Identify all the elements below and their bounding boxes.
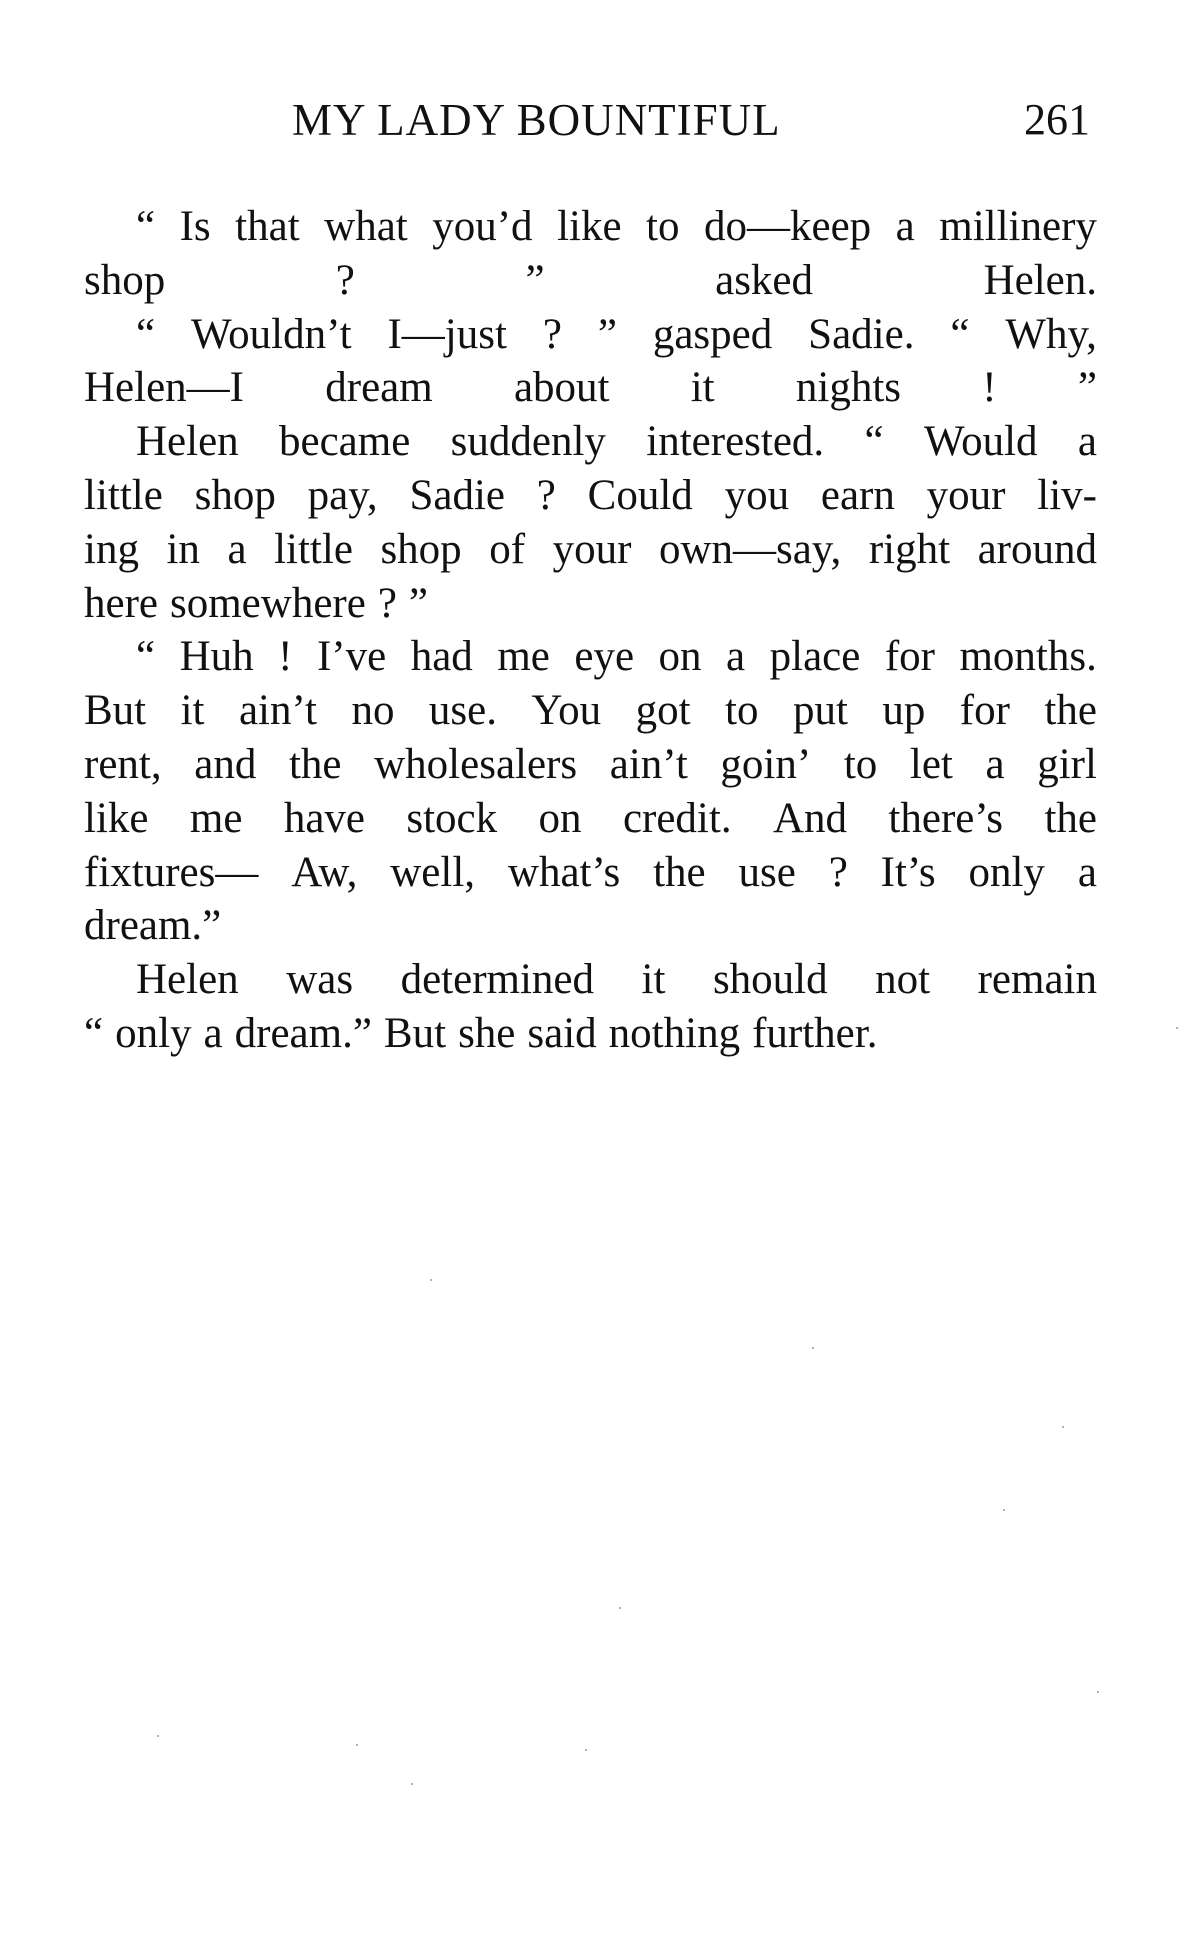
word: right	[868, 525, 951, 573]
word: ”	[525, 256, 545, 304]
word: “	[84, 1009, 104, 1057]
word: shop	[194, 471, 276, 519]
word: it	[690, 364, 715, 412]
word: I—just	[387, 310, 507, 358]
word: what	[324, 203, 408, 250]
word: have	[283, 794, 365, 842]
word: suddenly	[450, 418, 606, 466]
word: own—say,	[658, 525, 842, 573]
word: use.	[428, 687, 497, 735]
word: nights	[795, 364, 902, 412]
word: rent,	[84, 740, 162, 788]
word: it	[180, 687, 205, 735]
scan-speck	[1176, 1027, 1178, 1029]
word: no	[351, 687, 395, 735]
word: dream.”	[84, 902, 222, 950]
word: here	[84, 579, 158, 627]
word: ?	[542, 310, 562, 358]
word: on	[658, 633, 702, 681]
word: Could	[587, 471, 693, 519]
word: Why,	[1005, 310, 1097, 358]
text-line	[84, 1007, 1097, 1061]
word: little	[84, 471, 163, 519]
text-line	[84, 684, 1097, 738]
word: for	[959, 687, 1010, 735]
text-line	[84, 523, 1097, 577]
word: a	[227, 525, 247, 573]
text-line	[84, 953, 1097, 1007]
word: !	[982, 364, 997, 412]
text-line	[84, 361, 1097, 415]
word: shop	[84, 256, 166, 304]
word: asked	[715, 256, 814, 304]
word: !	[278, 633, 293, 681]
word: ain’t	[238, 687, 317, 735]
page-number: 261	[1024, 95, 1090, 144]
word: Helen.	[983, 256, 1097, 304]
word: should	[712, 956, 828, 1004]
text-line	[84, 254, 1097, 308]
word: credit.	[622, 794, 732, 842]
word: what’s	[507, 848, 621, 896]
word: You	[531, 687, 602, 735]
word: ”	[408, 579, 428, 627]
word: a	[1077, 848, 1097, 896]
word: wholesalers	[374, 740, 578, 788]
word: not	[875, 956, 931, 1004]
word: the	[653, 848, 706, 896]
word: But	[383, 1009, 447, 1057]
scan-speck	[619, 1607, 621, 1609]
scan-speck	[585, 1749, 587, 1751]
word: Would	[923, 418, 1038, 466]
word: your	[926, 471, 1006, 519]
word: liv-	[1037, 471, 1097, 519]
word: months.	[959, 633, 1097, 681]
word: use	[738, 848, 796, 896]
word: a	[203, 1009, 223, 1057]
word: shop	[380, 525, 462, 573]
word: determined	[400, 956, 594, 1004]
word: It’s	[880, 848, 936, 896]
word: Helen—I	[84, 364, 244, 412]
text-line	[84, 308, 1097, 362]
word: dream.”	[234, 1009, 372, 1057]
word: earn	[820, 471, 895, 519]
word: interested.	[646, 418, 825, 466]
word: I’ve	[316, 633, 387, 681]
word: let	[909, 740, 953, 788]
word: got	[635, 687, 691, 735]
text-line	[84, 577, 1097, 631]
text-line	[84, 899, 1097, 953]
body-text	[84, 200, 1097, 1061]
word: ?	[335, 256, 355, 304]
word: pay,	[307, 471, 378, 519]
word: was	[286, 956, 354, 1004]
word: around	[977, 525, 1097, 573]
scan-speck	[1097, 1691, 1099, 1693]
word: And	[772, 794, 848, 842]
word: goin’	[720, 740, 812, 788]
word: me	[189, 794, 243, 842]
word: Aw,	[291, 848, 358, 896]
word: that	[235, 203, 300, 250]
scan-speck	[411, 1783, 413, 1785]
word: she	[458, 1009, 516, 1057]
word: about	[513, 364, 610, 412]
word: said	[527, 1009, 597, 1057]
word: do—keep	[704, 203, 872, 250]
word: place	[769, 633, 861, 681]
running-title: MY LADY BOUNTIFUL	[292, 95, 781, 145]
word: Huh	[179, 633, 254, 681]
word: there’s	[888, 794, 1004, 842]
word: the	[288, 740, 342, 788]
word: me	[497, 633, 550, 681]
word: put	[792, 687, 848, 735]
word: “	[136, 203, 156, 250]
word: millinery	[939, 203, 1097, 250]
running-head	[0, 94, 1202, 154]
text-line	[84, 200, 1097, 254]
word: Helen	[136, 418, 239, 466]
word: nothing	[608, 1009, 741, 1057]
text-line	[84, 738, 1097, 792]
word: up	[882, 687, 926, 735]
word: gasped	[652, 310, 773, 358]
word: ain’t	[609, 740, 688, 788]
word: eye	[574, 633, 635, 681]
word: Sadie	[409, 471, 505, 519]
word: “	[136, 310, 156, 358]
word: a	[1077, 418, 1097, 466]
word: a	[895, 203, 915, 250]
word: But	[84, 687, 147, 735]
word: stock	[406, 794, 498, 842]
word: and	[194, 740, 257, 788]
word: the	[1044, 687, 1097, 735]
word: ing	[84, 525, 139, 573]
text-line	[84, 630, 1097, 684]
text-line	[84, 792, 1097, 846]
scan-speck	[812, 1347, 814, 1349]
word: you’d	[432, 203, 533, 250]
word: like	[557, 203, 622, 250]
word: somewhere	[170, 579, 366, 627]
text-line	[84, 846, 1097, 900]
text-line	[84, 469, 1097, 523]
word: to	[725, 687, 759, 735]
scan-speck	[430, 1279, 432, 1281]
word: it	[641, 956, 666, 1004]
word: like	[84, 794, 149, 842]
word: little	[274, 525, 353, 573]
word: became	[279, 418, 411, 466]
text-line	[84, 415, 1097, 469]
word: ?	[828, 848, 848, 896]
word: ?	[377, 579, 397, 627]
word: ”	[597, 310, 617, 358]
word: to	[843, 740, 878, 788]
word: to	[646, 203, 680, 250]
scan-speck	[157, 1735, 159, 1737]
scan-speck	[1062, 1426, 1064, 1428]
scan-speck	[356, 1744, 358, 1746]
word: a	[985, 740, 1005, 788]
word: remain	[977, 956, 1097, 1004]
word: fixtures—	[84, 848, 259, 896]
word: you	[724, 471, 790, 519]
word: “	[864, 418, 884, 466]
word: in	[166, 525, 200, 573]
word: Wouldn’t	[191, 310, 352, 358]
word: girl	[1037, 740, 1097, 788]
word: Helen	[136, 956, 239, 1004]
word: dream	[325, 364, 433, 412]
word: only	[968, 848, 1045, 896]
word: ”	[1077, 364, 1097, 412]
scan-speck	[1003, 1509, 1005, 1511]
word: on	[538, 794, 582, 842]
word: “	[136, 633, 156, 681]
word: Is	[179, 203, 211, 250]
word: further.	[752, 1009, 878, 1057]
word: Sadie.	[808, 310, 915, 358]
word: a	[726, 633, 746, 681]
word: only	[115, 1009, 192, 1057]
word: well,	[390, 848, 476, 896]
word: your	[552, 525, 632, 573]
word: for	[884, 633, 935, 681]
word: had	[410, 633, 473, 681]
word: the	[1044, 794, 1097, 842]
word: ?	[536, 471, 556, 519]
word: of	[489, 525, 526, 573]
word: “	[950, 310, 970, 358]
